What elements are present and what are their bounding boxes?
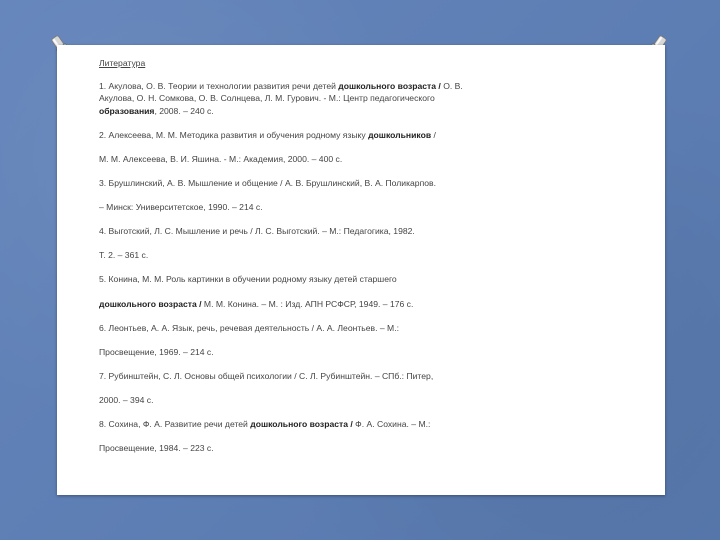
reference-entry <box>99 225 519 238</box>
reference-text: Акулова, О. Н. Сомкова, О. В. Солнцева, Л. М. Гурович. - М.: Центр педагогического <box>99 93 435 104</box>
reference-line <box>99 274 397 284</box>
reference-text: Просвещение, 1984. – 223 с. <box>99 443 214 454</box>
reference-emphasis: дошкольников <box>368 129 432 140</box>
reference-line <box>99 226 415 236</box>
reference-entry <box>99 249 519 262</box>
reference-entry <box>99 346 519 359</box>
reference-text: – Минск: Университетское, 1990. – 214 с. <box>99 202 263 213</box>
reference-line <box>99 106 214 116</box>
bibliography <box>99 57 519 466</box>
reference-line <box>99 250 148 260</box>
reference-entry <box>99 442 519 455</box>
reference-line <box>99 178 436 188</box>
reference-text: Т. 2. – 361 с. <box>99 250 149 261</box>
reference-emphasis: дошкольного возраста / <box>99 298 204 309</box>
reference-text: 2000. – 394 с. <box>99 394 154 405</box>
reference-text: М. М. Конина. – М. : Изд. АПН РСФСР, 1949. – 176 с. <box>203 298 414 309</box>
reference-text: / <box>431 129 436 140</box>
reference-line <box>99 419 430 429</box>
reference-entry <box>99 201 519 214</box>
reference-line <box>99 443 214 453</box>
reference-line <box>99 202 263 212</box>
reference-entry <box>99 370 519 383</box>
reference-line <box>99 395 153 405</box>
reference-entry <box>99 273 519 286</box>
reference-line <box>99 371 433 381</box>
reference-text: 4. Выготский, Л. С. Мышление и речь / Л. С. Выготский. – М.: Педагогика, 1982. <box>99 226 415 237</box>
reference-entry <box>99 80 519 118</box>
reference-text: Просвещение, 1969. – 214 с. <box>99 346 214 357</box>
reference-entry <box>99 298 519 311</box>
reference-emphasis: образования <box>99 105 155 116</box>
reference-text: , 2008. – 240 с. <box>154 105 214 116</box>
document-title: Литература <box>99 58 146 68</box>
reference-text: Ф. А. Сохина. – М.: <box>355 419 431 429</box>
reference-text: М. М. Алексеева, В. И. Яшина. - М.: Академия, 2000. – 400 с. <box>99 153 343 164</box>
reference-text: 5. Конина, М. М. Роль картинки в обучении родному языку детей старшего <box>99 274 397 285</box>
reference-entry <box>99 322 519 335</box>
document-sheet <box>57 45 665 495</box>
reference-entry <box>99 129 519 142</box>
reference-entry <box>99 394 519 407</box>
reference-list <box>99 80 519 455</box>
reference-text: 1. Акулова, О. В. Теории и технологии развития речи детей <box>99 80 339 91</box>
reference-line <box>99 154 342 164</box>
reference-emphasis: дошкольного возраста / <box>250 419 356 429</box>
reference-entry <box>99 153 519 166</box>
reference-text: 6. Леонтьев, А. А. Язык, речь, речевая деятельность / А. А. Леонтьев. – М.: <box>99 322 399 333</box>
reference-text: О. В. <box>443 80 463 91</box>
reference-line <box>99 130 436 140</box>
reference-line <box>99 323 399 333</box>
reference-line <box>99 81 463 91</box>
reference-text: 2. Алексеева, М. М. Методика развития и обучения родному языку <box>99 129 369 140</box>
reference-line <box>99 93 435 103</box>
reference-entry <box>99 418 519 431</box>
reference-line <box>99 299 413 309</box>
reference-line <box>99 347 214 357</box>
reference-text: 3. Брушлинский, А. В. Мышление и общение / А. В. Брушлинский, В. А. Поликарпов. <box>99 178 436 189</box>
reference-text: 8. Сохина, Ф. А. Развитие речи детей <box>99 419 251 429</box>
reference-emphasis: дошкольного возраста / <box>338 80 444 91</box>
reference-entry <box>99 177 519 190</box>
reference-text: 7. Рубинштейн, С. Л. Основы общей психологии / С. Л. Рубинштейн. – СПб.: Питер, <box>99 370 434 381</box>
